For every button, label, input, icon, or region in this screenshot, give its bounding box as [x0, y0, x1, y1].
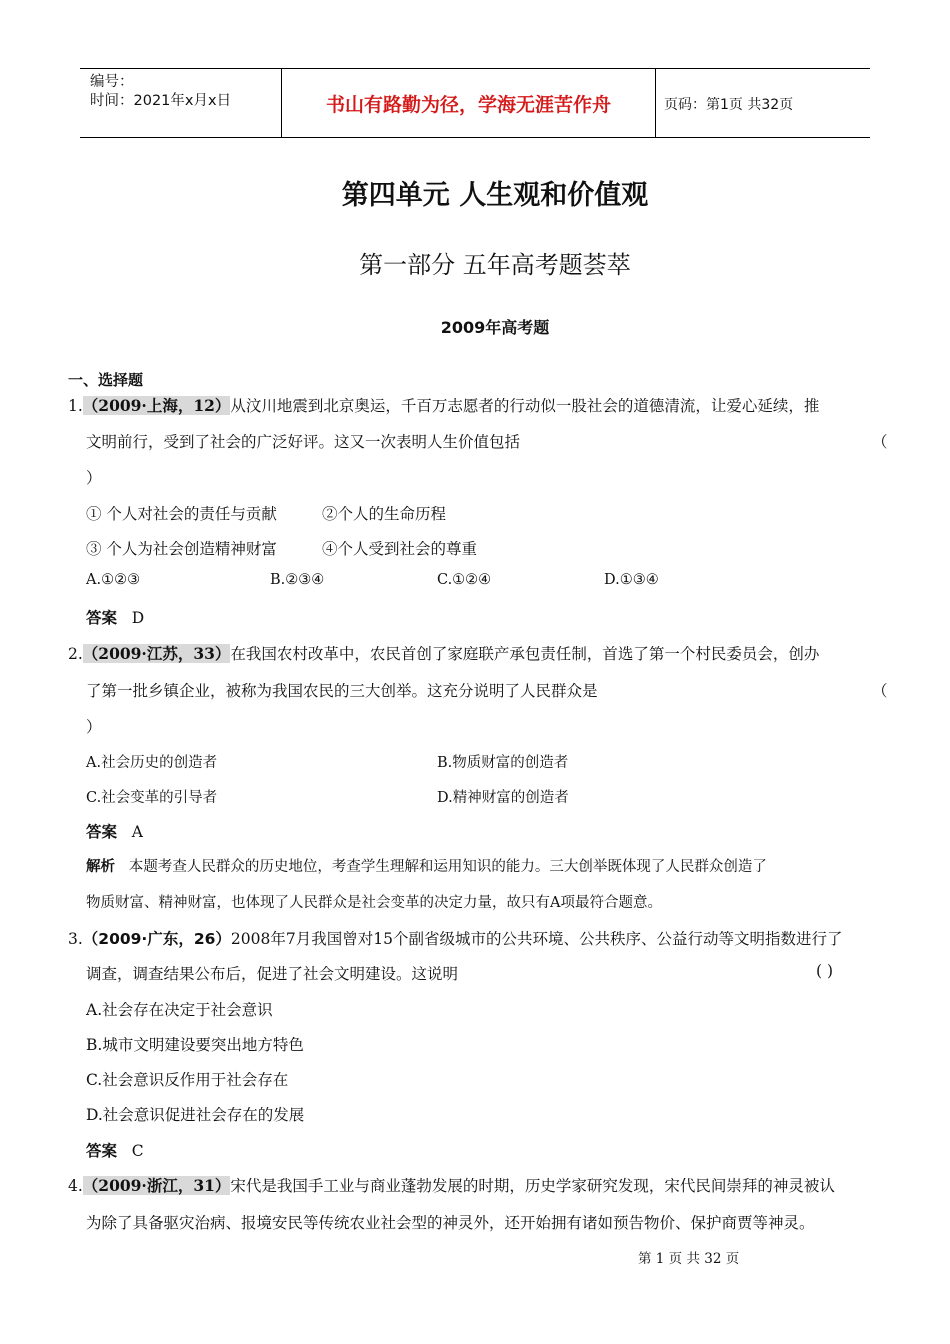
option-b: B.②③④	[270, 572, 325, 588]
option-a: A.社会存在决定于社会意识	[86, 1001, 273, 1019]
question-text: 2008年7月我国曾对15个副省级城市的公共环境、公共秩序、公益行动等文明指数进行了	[230, 930, 843, 948]
question-2-line-2: 了第一批乡镇企业，被称为我国农民的三大创举。这充分说明了人民群众是	[86, 682, 598, 700]
option-b: B.物质财富的创造者	[437, 755, 569, 771]
year-title: 2009年高考题	[440, 318, 550, 337]
question-2-line-1	[68, 642, 819, 664]
option-d: D.精神财富的创造者	[437, 790, 569, 806]
document-header	[80, 68, 870, 138]
question-number: 4.	[68, 1177, 83, 1195]
statement-1: ① 个人对社会的责任与贡献	[86, 505, 277, 523]
question-source: （2009·广东，26）	[82, 930, 231, 948]
option-a: A.社会历史的创造者	[86, 755, 218, 771]
statement-4: ④个人受到社会的尊重	[322, 540, 478, 558]
question-number: 1.	[68, 397, 83, 415]
question-text: 宋代是我国手工业与商业蓬勃发展的时期，历史学家研究发现，宋代民间崇拜的神灵被认	[230, 1177, 835, 1195]
question-4-line-1	[68, 1174, 835, 1196]
answer-paren-open: （	[872, 433, 888, 451]
answer-value: A	[131, 823, 143, 841]
question-number: 3.	[68, 930, 83, 948]
option-c: C.社会变革的引导者	[86, 790, 218, 806]
answer-label: 答案	[86, 823, 118, 841]
answer-paren-close: ）	[86, 718, 102, 736]
analysis-line-2: 物质财富、精神财富，也体现了人民群众是社会变革的决定力量，故只有A项最符合题意。	[86, 895, 662, 911]
option-d: D.①③④	[604, 572, 659, 588]
answer-label: 答案	[86, 1142, 118, 1160]
option-c: C.①②④	[437, 572, 492, 588]
question-number: 2.	[68, 645, 83, 663]
part-title: 第一部分 五年高考题荟萃	[359, 251, 631, 279]
header-motto: 书山有路勤为径，学海无涯苦作舟	[325, 93, 611, 116]
option-d: D.社会意识促进社会存在的发展	[86, 1106, 305, 1124]
analysis-line-1	[86, 855, 767, 876]
option-a: A.①②③	[86, 572, 141, 588]
answer-label: 答案	[86, 609, 118, 627]
statement-3: ③ 个人为社会创造精神财富	[86, 540, 277, 558]
question-source: （2009·上海，12）	[82, 396, 231, 415]
question-4-line-2: 为除了具备驱灾治病、报境安民等传统农业社会型的神灵外，还开始拥有诸如预告物价、保护商贾等神灵。	[86, 1214, 815, 1232]
question-1-line-1	[68, 394, 819, 416]
answer-value: C	[131, 1142, 144, 1160]
header-page-info: 页码：第1页 共32页	[664, 97, 794, 113]
unit-title: 第四单元 人生观和价值观	[341, 180, 649, 211]
header-divider	[655, 69, 656, 137]
statement-2: ②个人的生命历程	[322, 505, 447, 523]
option-c: C.社会意识反作用于社会存在	[86, 1071, 289, 1089]
question-3-line-2: 调查，调查结果公布后，促进了社会文明建设。这说明	[86, 965, 459, 983]
answer-paren-open: （	[872, 682, 888, 700]
answer-row	[86, 606, 144, 628]
answer-paren: ( )	[816, 962, 834, 980]
answer-row	[86, 820, 143, 842]
question-source: （2009·江苏，33）	[82, 644, 231, 663]
question-text: 从汶川地震到北京奥运，千百万志愿者的行动似一股社会的道德清流，让爱心延续，推	[230, 397, 820, 415]
answer-paren-close: ）	[86, 469, 102, 487]
answer-value: D	[131, 609, 145, 627]
analysis-text: 本题考查人民群众的历史地位，考查学生理解和运用知识的能力。三大创举既体现了人民群众创造了	[128, 859, 767, 875]
analysis-label: 解析	[86, 859, 115, 875]
page-footer: 第 1 页 共 32 页	[638, 1251, 740, 1267]
header-info	[90, 73, 231, 111]
question-3-line-1	[68, 927, 842, 949]
question-1-line-2: 文明前行，受到了社会的广泛好评。这又一次表明人生价值包括	[86, 433, 521, 451]
question-text: 在我国农村改革中，农民首创了家庭联产承包责任制，首选了第一个村民委员会，创办	[230, 645, 820, 663]
section-heading: 一、选择题	[68, 371, 144, 389]
question-source: （2009·浙江，31）	[82, 1176, 231, 1195]
header-date: 时间：2021年x月x日	[90, 93, 232, 109]
header-number: 编号：	[90, 74, 134, 90]
option-b: B.城市文明建设要突出地方特色	[86, 1036, 304, 1054]
answer-row	[86, 1139, 144, 1161]
